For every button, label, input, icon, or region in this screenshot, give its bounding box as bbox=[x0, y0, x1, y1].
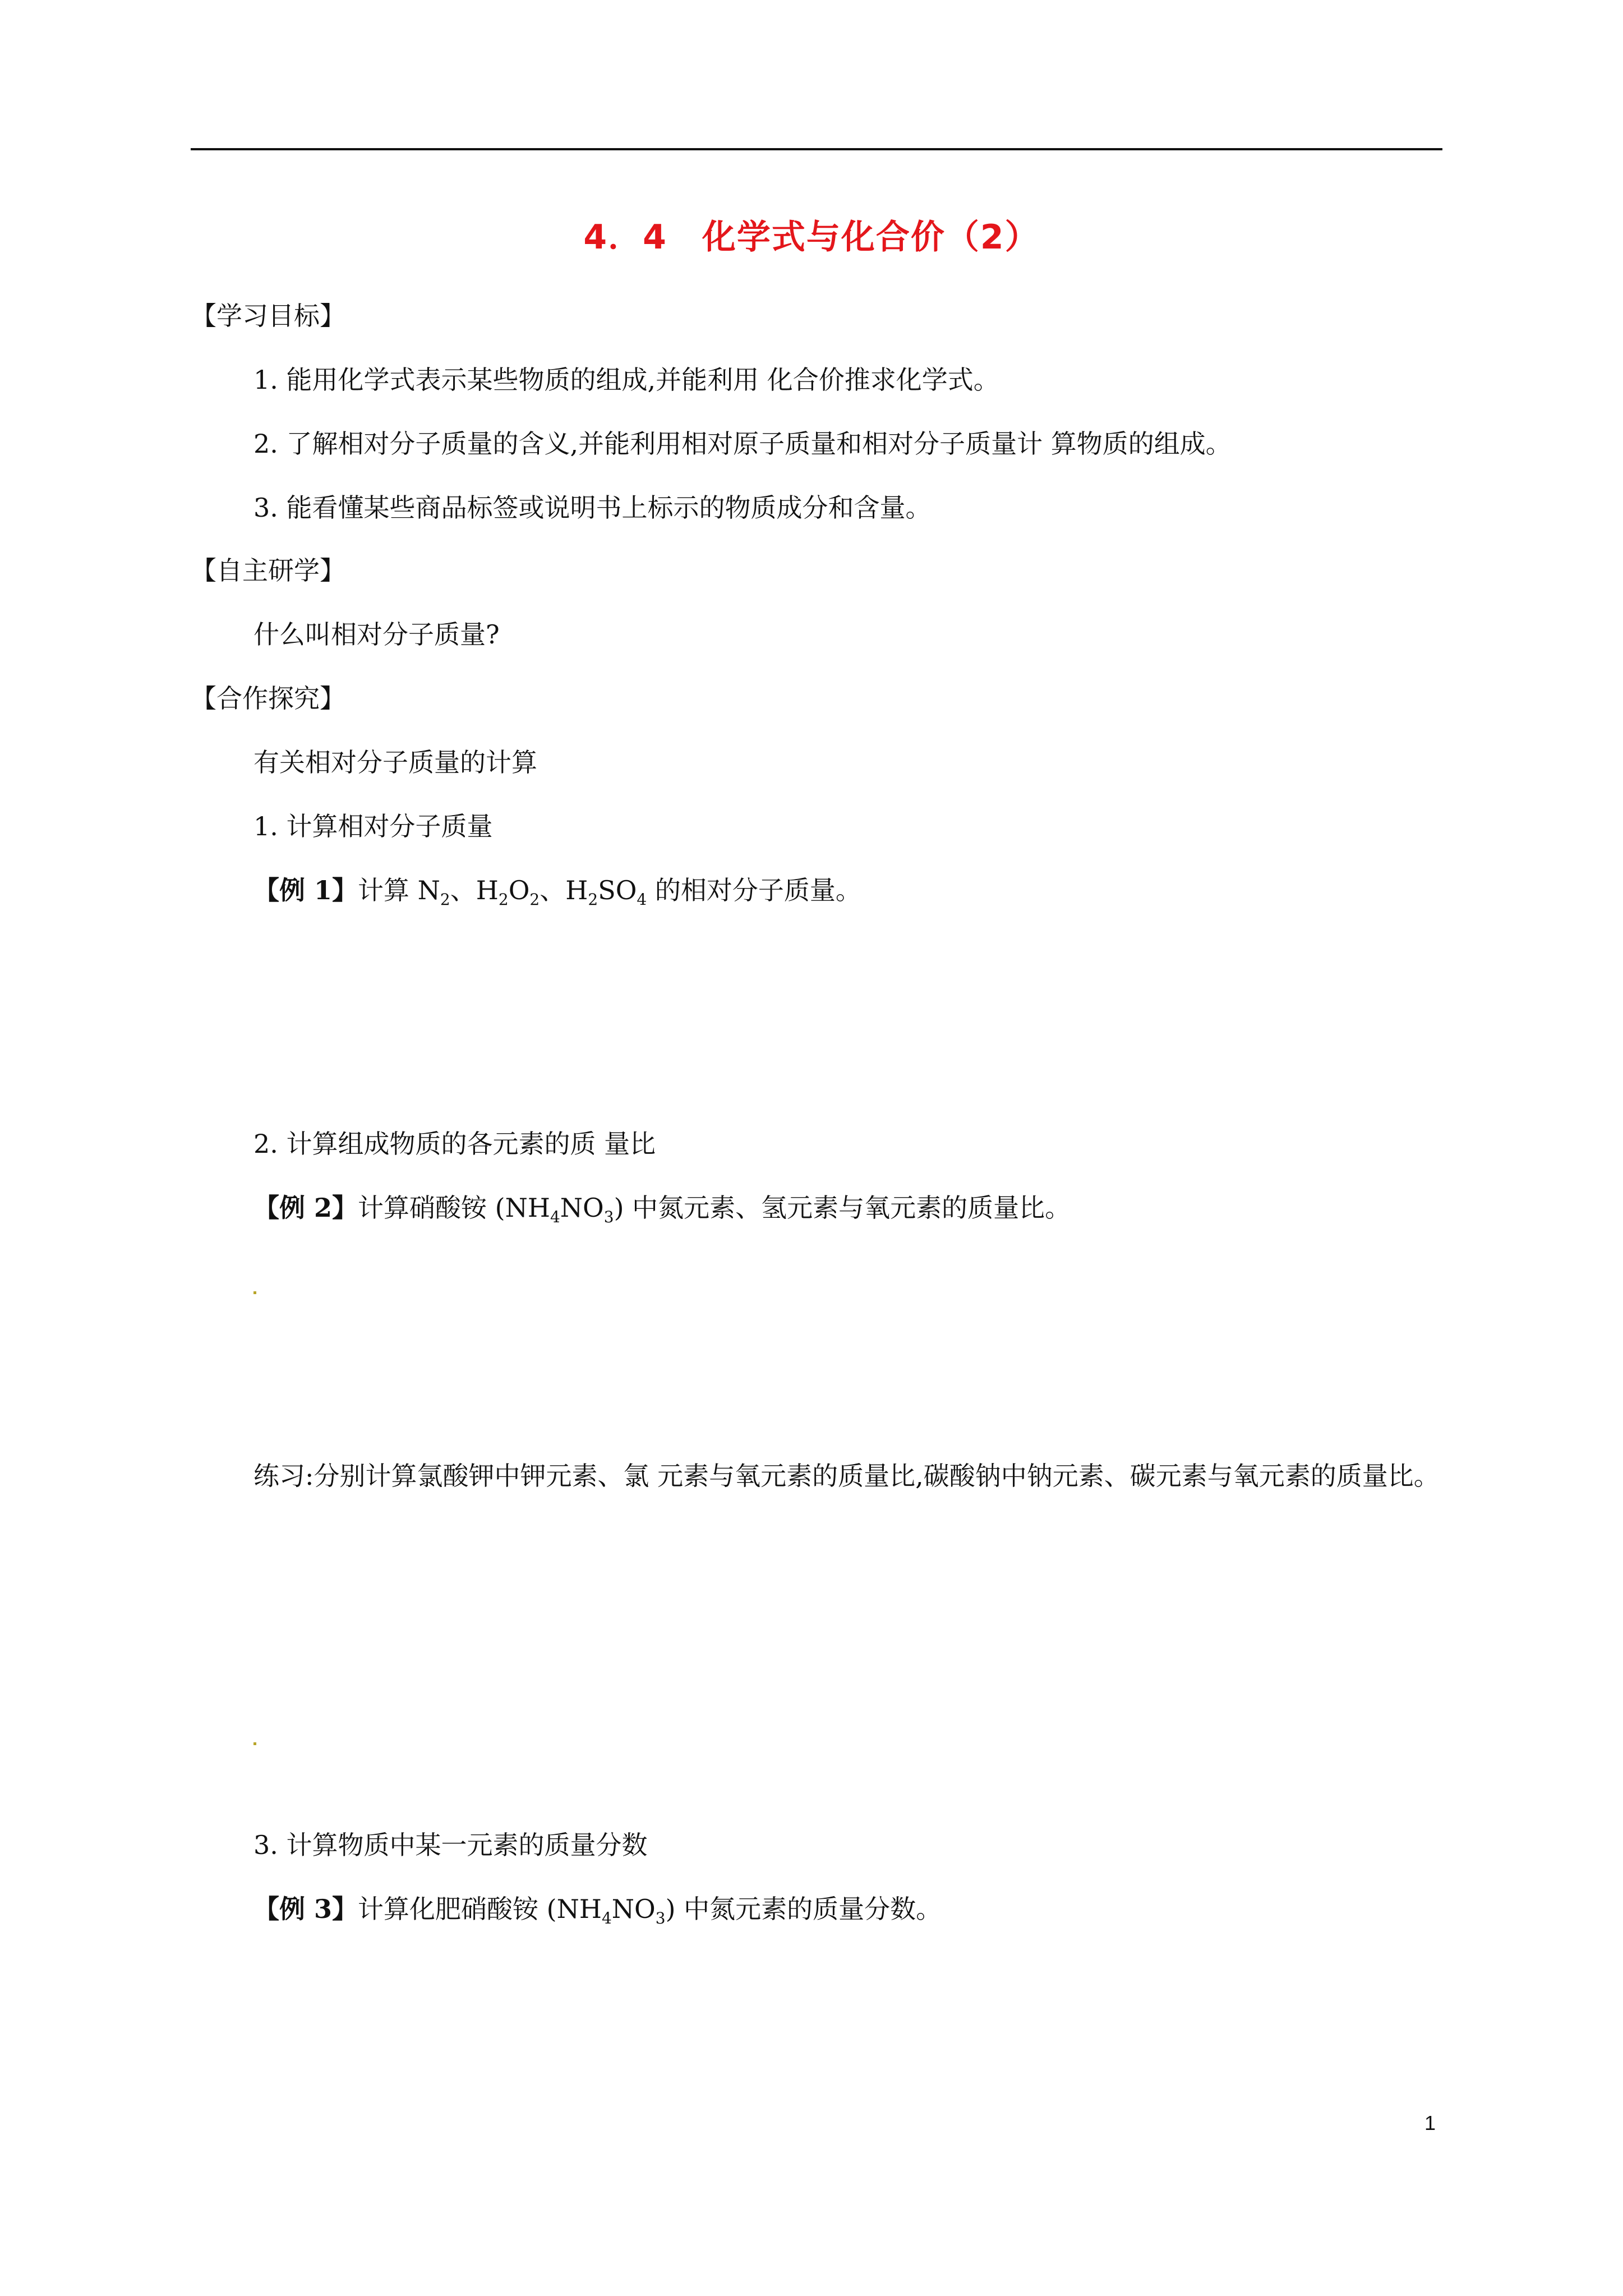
example-1-label: 【例 1】 bbox=[253, 875, 358, 905]
part2-title: 2. 计算组成物质的各元素的质 量比 bbox=[253, 1129, 656, 1159]
example-3-suffix: ) 中氮元素的质量分数。 bbox=[665, 1894, 942, 1924]
example-2-prefix: 计算硝酸铵 (NH bbox=[358, 1193, 550, 1223]
formula-n2-subscript: 2 bbox=[440, 890, 450, 909]
objective-item-2: 2. 了解相对分子质量的含义,并能利用相对原子质量和相对分子质量计 算物质的组成。 bbox=[253, 429, 1232, 459]
formula-nh4-subscript: 4 bbox=[601, 1909, 612, 1927]
separator-1: 、 bbox=[450, 875, 476, 905]
page-number: 1 bbox=[1424, 2111, 1436, 2134]
example-1-prefix: 计算 bbox=[358, 875, 418, 905]
formula-no-part: NO bbox=[560, 1193, 604, 1223]
example-3-prefix: 计算化肥硝酸铵 (NH bbox=[358, 1894, 602, 1924]
example-2-label: 【例 2】 bbox=[253, 1193, 358, 1223]
formula-h2o2-o: O bbox=[508, 875, 530, 905]
example-1-suffix: 的相对分子质量。 bbox=[647, 875, 861, 905]
formula-h2o2-sub-1: 2 bbox=[498, 890, 509, 909]
exercise-paragraph: 练习:分别计算氯酸钾中钾元素、氯 元素与氧元素的质量比,碳酸钠中钠元素、碳元素与氧元素的质量比。 bbox=[253, 1461, 1440, 1491]
cooperative-heading: 【合作探究】 bbox=[191, 683, 345, 714]
formula-no3-subscript: 3 bbox=[655, 1909, 666, 1927]
self-study-question: 什么叫相对分子质量? bbox=[253, 619, 500, 650]
formula-h2so4-sub-2: 4 bbox=[637, 890, 647, 909]
formula-n2-element: N bbox=[417, 875, 440, 905]
document-title: 4．4 化学式与化合价（2） bbox=[583, 218, 1040, 257]
formula-nh4-subscript: 4 bbox=[550, 1208, 560, 1226]
objective-item-3: 3. 能看懂某些商品标签或说明书上标示的物质成分和含量。 bbox=[253, 493, 932, 523]
formula-h2o2-sub-2: 2 bbox=[529, 890, 540, 909]
formula-h2so4-sub-1: 2 bbox=[588, 890, 598, 909]
header-rule bbox=[191, 148, 1442, 150]
example-3-label: 【例 3】 bbox=[253, 1894, 358, 1924]
formula-no3-subscript: 3 bbox=[603, 1208, 614, 1226]
example-2 bbox=[253, 1188, 1071, 1227]
separator-2: 、 bbox=[540, 875, 566, 905]
objectives-heading: 【学习目标】 bbox=[191, 301, 345, 331]
cooperative-intro: 有关相对分子质量的计算 bbox=[253, 747, 537, 777]
example-3 bbox=[253, 1889, 942, 1929]
formula-h2so4-so: SO bbox=[598, 875, 637, 905]
objective-item-1: 1. 能用化学式表示某些物质的组成,并能利用 化合价推求化学式。 bbox=[253, 365, 999, 395]
part1-title: 1. 计算相对分子质量 bbox=[253, 811, 493, 841]
stray-mark bbox=[253, 1291, 256, 1294]
example-1 bbox=[253, 871, 861, 910]
formula-h2so4-h: H bbox=[565, 875, 588, 905]
self-study-heading: 【自主研学】 bbox=[191, 555, 345, 586]
formula-no-part: NO bbox=[611, 1894, 656, 1924]
example-2-suffix: ) 中氮元素、氢元素与氧元素的质量比。 bbox=[614, 1193, 1071, 1223]
formula-h2o2-h: H bbox=[476, 875, 499, 905]
stray-mark bbox=[253, 1742, 256, 1745]
part3-title: 3. 计算物质中某一元素的质量分数 bbox=[253, 1830, 648, 1860]
